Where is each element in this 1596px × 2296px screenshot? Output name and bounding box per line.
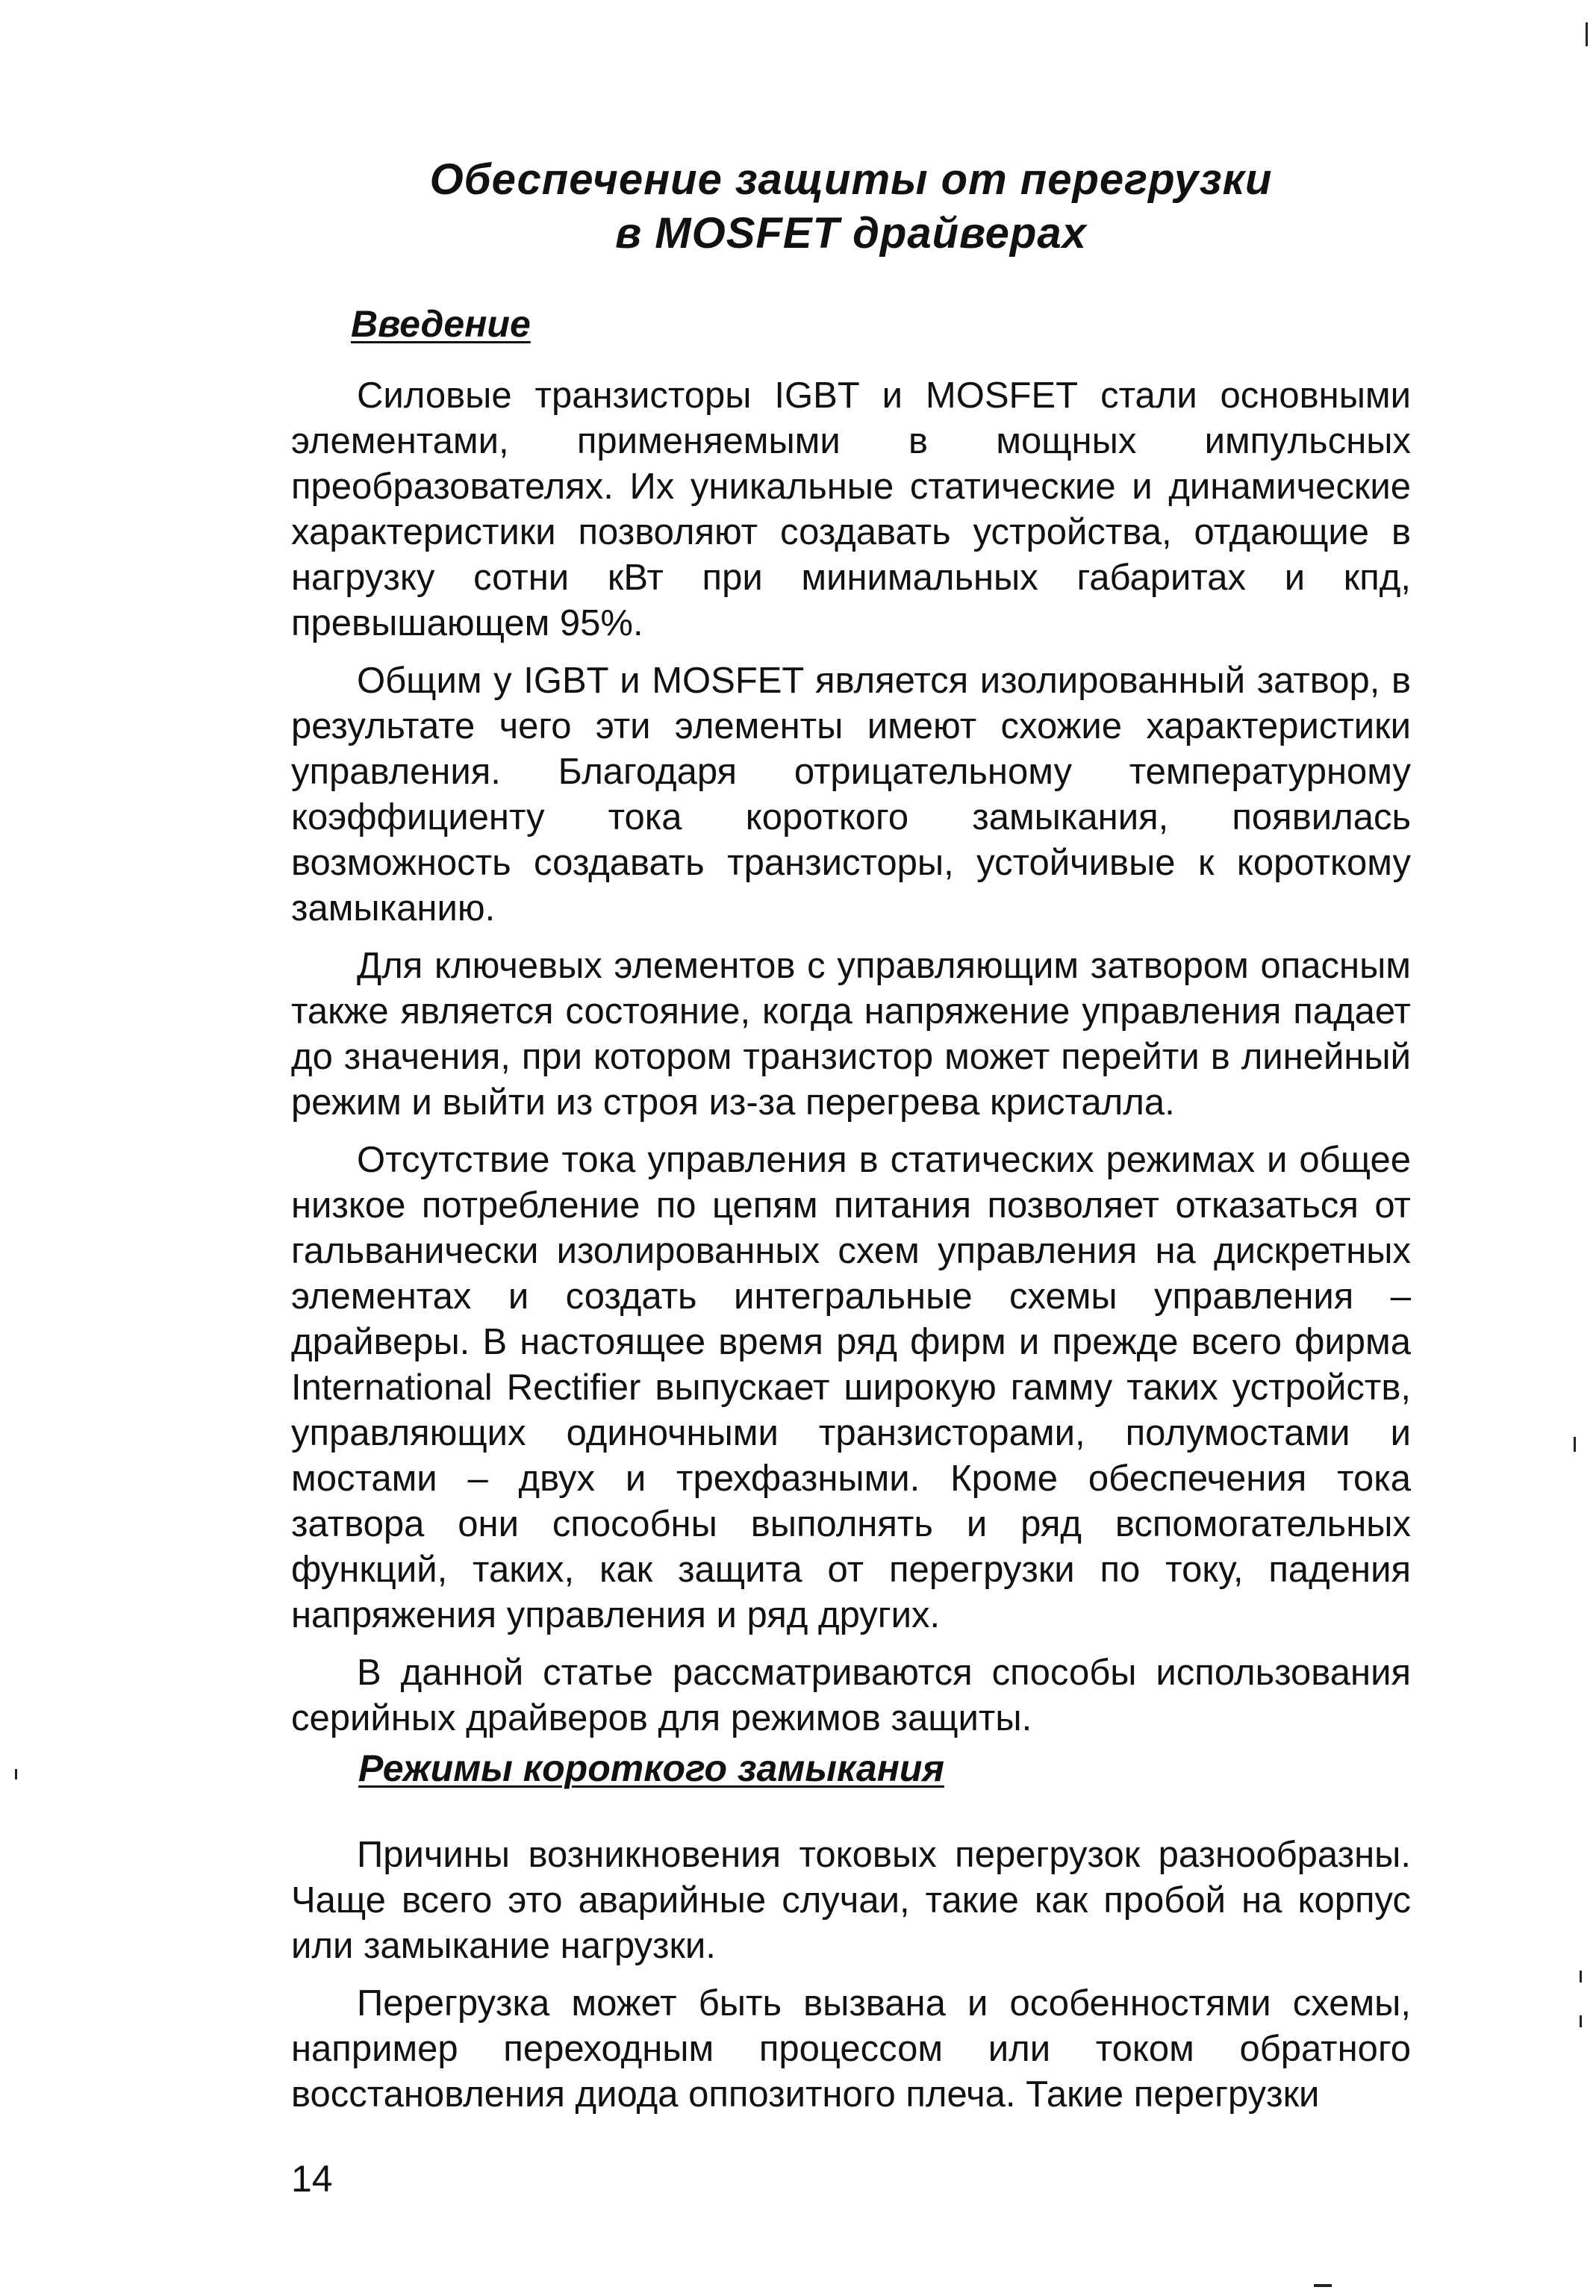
section-body-introduction <box>291 373 1411 1753</box>
scan-artifact <box>1314 2284 1332 2287</box>
page-number: 14 <box>291 2158 333 2200</box>
scan-artifact <box>15 1769 17 1779</box>
scan-artifact <box>1580 1971 1582 1983</box>
paragraph: Перегрузка может быть вызвана и особенностями схемы, например переходным процессом или током обратного восстановления диода оппозитного плеча. Такие перегрузки <box>291 1983 1411 2115</box>
section-heading-introduction: Введение <box>351 303 531 345</box>
section-heading-short-circuit: Режимы короткого замыкания <box>358 1747 944 1789</box>
article-title-line-1: Обеспечение защиты от перегрузки <box>429 155 1273 204</box>
paragraph: В данной статье рассматриваются способы использования серийных драйверов для режимов защиты. <box>291 1653 1411 1738</box>
scan-artifact <box>1574 1437 1576 1452</box>
scan-artifact <box>1580 2015 1582 2027</box>
article-title-line-2: в MOSFET драйверах <box>615 209 1087 258</box>
section-body-short-circuit <box>291 1832 1411 2130</box>
paragraph: Для ключевых элементов с управляющим затвором опасным также является состояние, когда напряжение управления падает до значения, при котором транзистор может перейти в линейный режим и выйти из строя из-за перегрева кристалла. <box>291 946 1411 1123</box>
scan-artifact <box>1586 22 1588 46</box>
article-title <box>284 153 1418 261</box>
paragraph: Силовые транзисторы IGBT и MOSFET стали основными элементами, применяемыми в мощных импульсных преобразователях. Их уникальные статические и динамические характеристики позволяют создавать устройства, отдающие в нагрузку сотни кВт при минимальных габаритах и кпд, превышающем 95%. <box>291 375 1411 643</box>
paragraph: Общим у IGBT и MOSFET является изолированный затвор, в результате чего эти элементы имеют схожие характеристики управления. Благодаря отрицательному температурному коэффициенту тока короткого замыкания, появилась возможность создавать транзисторы, устойчивые к короткому замыканию. <box>291 661 1411 929</box>
paragraph: Отсутствие тока управления в статических режимах и общее низкое потребление по цепям питания позволяет отказаться от гальванически изолированных схем управления на дискретных элементах и создать интегральные схемы управления – драйверы. В настоящее время ряд фирм и прежде всего фирма International Rectifier выпускает широкую гамму таких устройств, управляющих одиночными транзисторами, полумостами и мостами – двух и трехфазными. Кроме обеспечения тока затвора они способны выполнять и ряд вспомогательных функций, таких, как защита от перегрузки по току, падения напряжения управления и ряд других. <box>291 1140 1411 1635</box>
paragraph: Причины возникновения токовых перегрузок разнообразны. Чаще всего это аварийные случаи, такие как пробой на корпус или замыкание нагрузки. <box>291 1835 1411 1966</box>
